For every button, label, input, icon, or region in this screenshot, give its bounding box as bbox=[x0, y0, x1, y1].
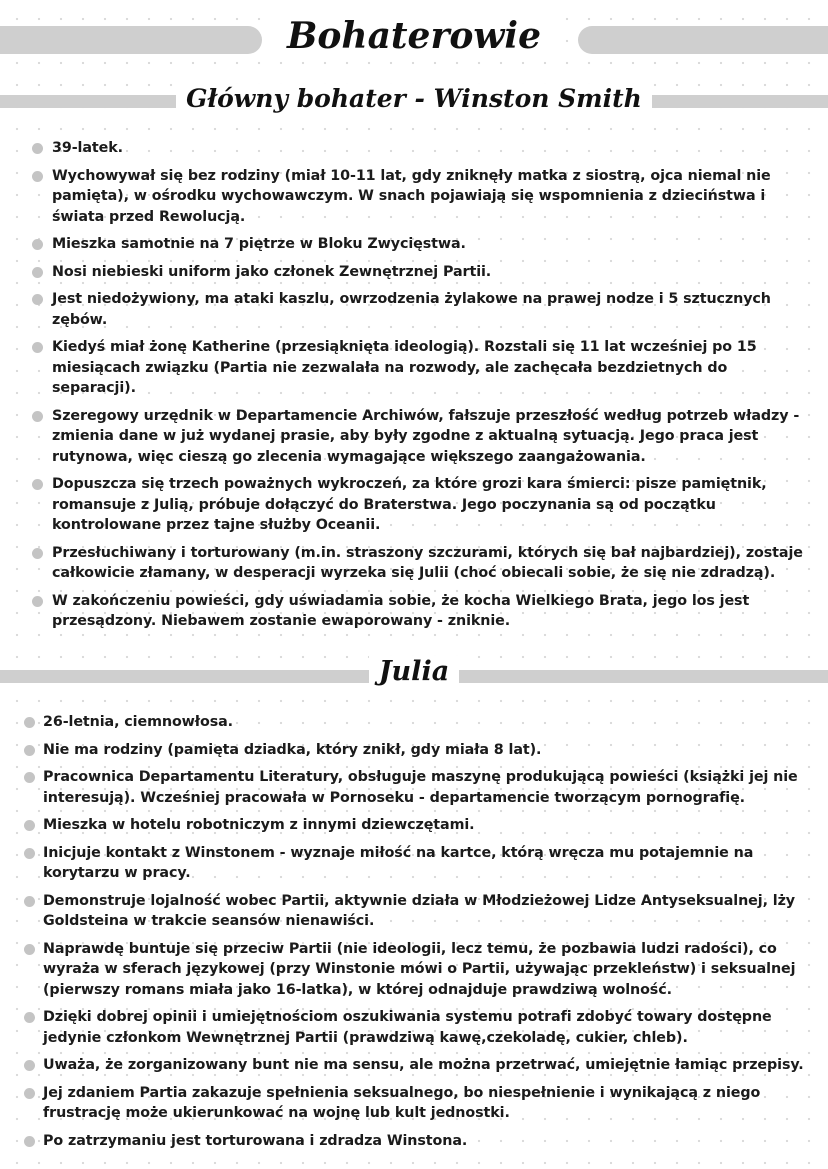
list-item bbox=[52, 166, 812, 228]
bullet-icon bbox=[24, 1136, 35, 1147]
winston-section-title-text: Główny bohater - Winston Smith bbox=[176, 84, 652, 113]
julia-section-title-text: Julia bbox=[369, 656, 459, 687]
bullet-icon bbox=[32, 479, 43, 490]
list-item-text: Przesłuchiwany i torturowany (m.in. straszony szczurami, których się bał najbardziej), zostaje całkowicie złamany, w desperacji wyrzeka się Julii (choć obiecali sobie, że się nie zdradzą). bbox=[52, 544, 803, 581]
list-item-text: Jest niedożywiony, ma ataki kaszlu, owrzodzenia żylakowe na prawej nodze i 5 sztucznych zębów. bbox=[52, 291, 771, 328]
list-item bbox=[52, 289, 812, 330]
list-item-text: Wychowywał się bez rodziny (miał 10-11 lat, gdy zniknęły matka z siostrą, ojca niemal nie pamięta), w ośrodku wychowawczym. W snach pojawiają się wspomnienia z dzieciństwa i świata przed Rewolucją. bbox=[52, 167, 771, 225]
list-item-text: Nie ma rodziny (pamięta dziadka, który znikł, gdy miała 8 lat). bbox=[43, 741, 542, 758]
bullet-icon bbox=[24, 717, 35, 728]
list-item-text: 39-latek. bbox=[52, 140, 123, 156]
list-item bbox=[43, 767, 813, 808]
list-item bbox=[43, 1055, 813, 1076]
list-item bbox=[43, 740, 813, 761]
list-item-text: Jej zdaniem Partia zakazuje spełnienia seksualnego, bo niespełnienie i wynikającą z niego frustrację może ukierunkować na wojnę lub kult jednostki. bbox=[43, 1084, 761, 1121]
bullet-icon bbox=[24, 848, 35, 859]
bullet-icon bbox=[24, 1060, 35, 1071]
bullet-icon bbox=[24, 820, 35, 831]
page-title bbox=[0, 15, 828, 57]
list-item-text: Nosi niebieski uniform jako członek Zewnętrznej Partii. bbox=[52, 263, 492, 280]
bullet-icon bbox=[32, 596, 43, 607]
list-item-text: Po zatrzymaniu jest torturowana i zdradza Winstona. bbox=[43, 1132, 468, 1149]
list-item-text: 26-letnia, ciemnowłosa. bbox=[43, 714, 233, 730]
julia-list bbox=[43, 712, 813, 1151]
list-item bbox=[43, 843, 813, 884]
page-title-text: Bohaterowie bbox=[277, 15, 551, 57]
list-item bbox=[43, 712, 813, 733]
list-item-text: Kiedyś miał żonę Katherine (przesiąknięta ideologią). Rozstali się 11 lat wcześniej po 15 miesiącach związku (Partia nie zezwalała na rozwody, ale zachęcała bezdzietnych do separacji). bbox=[52, 339, 757, 396]
list-item bbox=[52, 543, 812, 584]
list-item bbox=[43, 939, 813, 1001]
list-item bbox=[52, 262, 812, 283]
bullet-icon bbox=[24, 1088, 35, 1099]
list-item-text: Dopuszcza się trzech poważnych wykroczeń, za które grozi kara śmierci: pisze pamiętnik, romansuje z Julią, próbuje dołączyć do Braterstwa. Jego poczynania są od początku kontrolowane przez tajne służby Oceanii. bbox=[52, 476, 767, 533]
list-item-text: Mieszka w hotelu robotniczym z innymi dziewczętami. bbox=[43, 817, 475, 833]
bullet-icon bbox=[32, 143, 43, 154]
list-item-text: Demonstruje lojalność wobec Partii, aktywnie działa w Młodzieżowej Lidze Antyseksualnej, lży Goldsteina w trakcie seansów nienawiści. bbox=[43, 892, 796, 929]
bullet-icon bbox=[32, 411, 43, 422]
list-item-text: Mieszka samotnie na 7 piętrze w Bloku Zwycięstwa. bbox=[52, 236, 466, 252]
list-item bbox=[52, 406, 812, 468]
list-item-text: Naprawdę buntuje się przeciw Partii (nie ideologii, lecz temu, że pozbawia ludzi radości), co wyraża w sferach językowej (przy Winstonie mówi o Partii, używając przekleństw) i seksualnej (pierwszy romans miała jako 16-latka), w której odnajduje prawdziwą wolność. bbox=[43, 940, 796, 998]
julia-section-title bbox=[0, 658, 828, 685]
bullet-icon bbox=[24, 944, 35, 955]
list-item bbox=[52, 138, 812, 159]
list-item bbox=[43, 1007, 813, 1048]
list-item-text: Pracownica Departamentu Literatury, obsługuje maszynę produkującą powieści (książki jej nie interesują). Wcześniej pracowała w Pornoseku - departamencie tworzącym pornografię. bbox=[43, 769, 798, 806]
bullet-icon bbox=[24, 772, 35, 783]
bullet-icon bbox=[24, 896, 35, 907]
list-item bbox=[43, 1083, 813, 1124]
bullet-icon bbox=[32, 267, 43, 278]
list-item-text: W zakończeniu powieści, gdy uświadamia sobie, że kocha Wielkiego Brata, jego los jest przesądzony. Niebawem zostanie ewaporowany - zniknie. bbox=[52, 592, 750, 629]
list-item bbox=[52, 591, 812, 632]
list-item-text: Dzięki dobrej opinii i umiejętnościom oszukiwania systemu potrafi zdobyć towary dostępne jedynie członkom Wewnętrznej Partii (prawdziwą kawę,czekoladę, cukier, chleb). bbox=[43, 1009, 772, 1046]
list-item bbox=[52, 474, 812, 536]
bullet-icon bbox=[32, 171, 43, 182]
list-item-text: Inicjuje kontakt z Winstonem - wyznaje miłość na kartce, którą wręcza mu potajemnie na korytarzu w pracy. bbox=[43, 844, 754, 881]
winston-section-title bbox=[0, 86, 828, 111]
bullet-icon bbox=[24, 1012, 35, 1023]
winston-list bbox=[52, 138, 812, 632]
bullet-icon bbox=[32, 294, 43, 305]
list-item-text: Szeregowy urzędnik w Departamencie Archiwów, fałszuje przeszłość według potrzeb władzy - zmienia dane w już wydanej prasie, aby były zgodne z aktualną sytuacją. Jego praca jest rutynowa, więc cieszą go zlecenia wymagające większego zaangażowania. bbox=[52, 407, 800, 465]
list-item bbox=[52, 337, 812, 399]
list-item bbox=[43, 1131, 813, 1152]
bullet-icon bbox=[32, 548, 43, 559]
list-item bbox=[52, 234, 812, 255]
bullet-icon bbox=[24, 745, 35, 756]
list-item bbox=[43, 815, 813, 836]
bullet-icon bbox=[32, 239, 43, 250]
bullet-icon bbox=[32, 342, 43, 353]
list-item bbox=[43, 891, 813, 932]
list-item-text: Uważa, że zorganizowany bunt nie ma sensu, ale można przetrwać, umiejętnie łamiąc przepisy. bbox=[43, 1057, 804, 1073]
